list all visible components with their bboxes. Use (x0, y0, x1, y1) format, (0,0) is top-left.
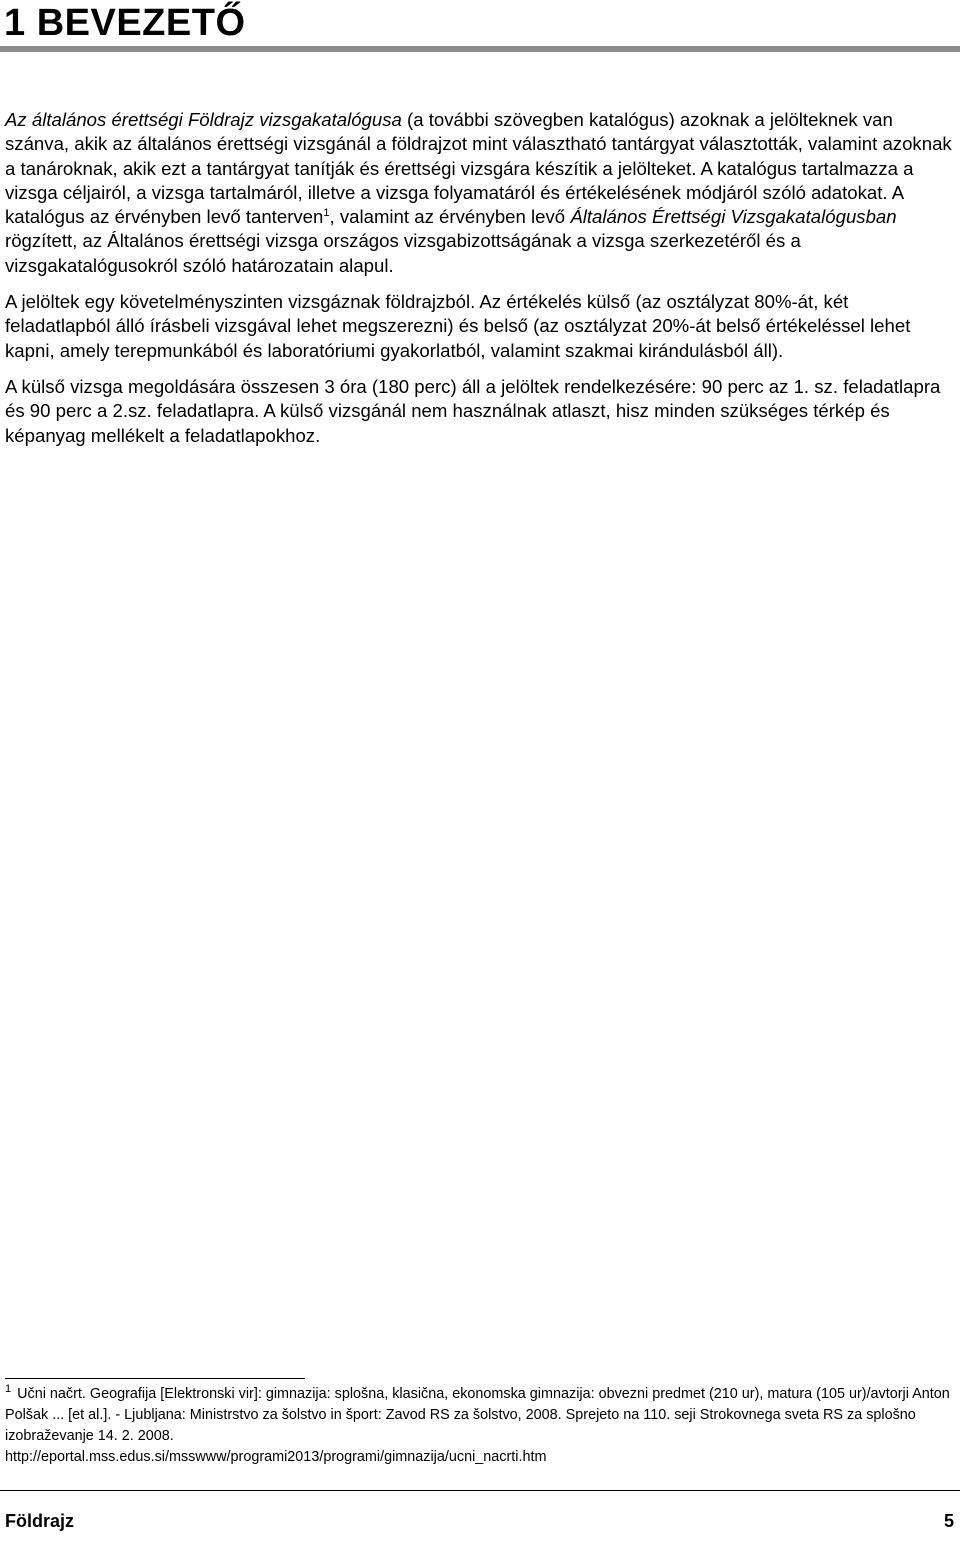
page-number: 5 (943, 1511, 954, 1531)
page-heading: 1 BEVEZETŐ (4, 2, 246, 44)
heading-bar (0, 0, 960, 52)
footnote-citation: Učni načrt. Geografija [Elektronski vir]: gimnazija: splošna, klasična, ekonomska gimnazija: obvezni predmet (210 ur), matura (105 ur)/avtorji Anton Polšak ... [et al.]. - Ljubljana: Ministrstvo za šolstvo in šport: Zavod RS za šolstvo, 2008. Sprejeto na 110. seji Strokovnega sveta RS za splošno izobraževanje 14. 2. 2008. (5, 1386, 950, 1444)
body-text (5, 108, 953, 460)
footnote-reference[interactable]: 1 (323, 207, 330, 219)
intro-text-a: (a további szövegben katalógus) azoknak a jelölteknek van szánva, akik az általános érettségi vizsgánál a földrajzot mint választható tantárgyat választották, valamint azoknak a tanároknak, akik ezt a tantárgyat tanítják és érettségi vizsgára készítik a jelölteket. A katalógus tartalmazza a vizsga céljairól, a vizsga tartalmáról, illetve a vizsga folyamatáról és értékelésének módjáról szóló adatokat. A katalógus az érvényben levő tanterven (5, 109, 952, 228)
catalog-title: Az általános érettségi Földrajz vizsgakatalógusa (5, 109, 402, 130)
footer-subject: Földrajz (5, 1511, 75, 1531)
paragraph-intro (5, 108, 953, 278)
footnote-text (5, 1384, 953, 1447)
paragraph-exam-duration: A külső vizsga megoldására összesen 3 óra (180 perc) áll a jelöltek rendelkezésére: 90 perc az 1. sz. feladatlapra és 90 perc a 2.sz. feladatlapra. A külső vizsgánál nem használnak atlaszt, hisz minden szükséges térkép és képanyag mellékelt a feladatlapokhoz. (5, 375, 941, 446)
footnote-number: 1 (5, 1383, 12, 1396)
footnote-separator (5, 1378, 305, 1379)
footer-rule (0, 1490, 960, 1491)
intro-text-b: , valamint az érvényben levő (329, 206, 571, 228)
intro-text-c: rögzített, az Általános érettségi vizsga országos vizsgabizottságának a vizsga szerkezetéről és a vizsgakatalógusokról szóló határozatain alapul. (5, 230, 801, 276)
paragraph-assessment: A jelöltek egy követelményszinten vizsgáznak földrajzból. Az értékelés külső (az osztályzat 80%-át, két feladatlapból álló írásbeli vizsgával lehet megszerezni) és belső (az osztályzat 20%-át belső értékeléssel lehet kapni, amely terepmunkából és laboratóriumi gyakorlatból, valamint szakmai kirándulásból áll). (5, 291, 911, 361)
general-catalog-title: Általános Érettségi Vizsgakatalógusban (570, 206, 897, 228)
footnote-url[interactable]: http://eportal.mss.edus.si/msswww/programi2013/programi/gimnazija/ucni_nacrti.htm (5, 1449, 547, 1465)
footnote (5, 1384, 953, 1468)
